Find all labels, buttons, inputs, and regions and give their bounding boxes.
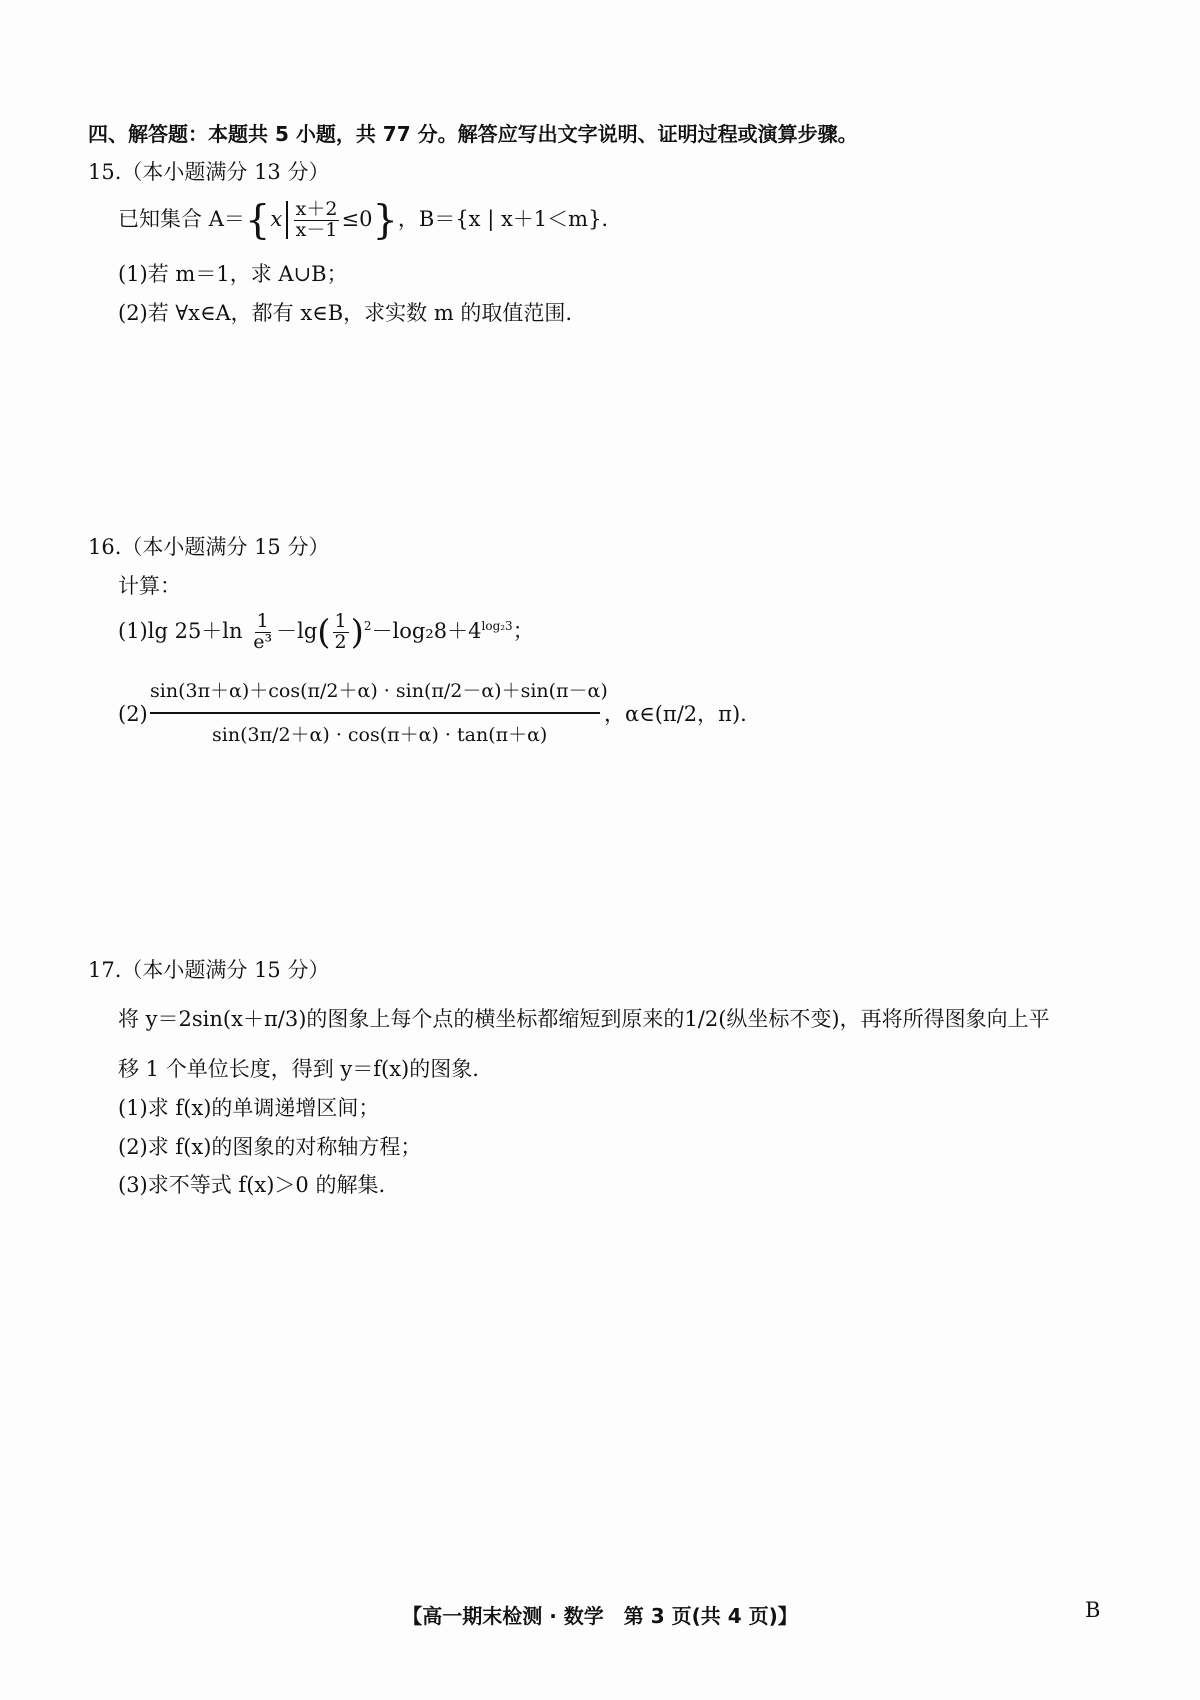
q15-fraction	[294, 200, 340, 241]
q16-part1-frac-den: e³	[253, 630, 273, 653]
q17-part1: (1)求 f(x)的单调递增区间；	[118, 1096, 380, 1120]
q15-set-b: ，B＝{x | x＋1＜m}.	[397, 206, 609, 231]
q17-title: 17.（本小题满分 15 分）	[88, 958, 330, 982]
q15-set-a-lhs: A＝	[208, 206, 245, 231]
q15-frac-den: x－1	[295, 218, 338, 241]
q16-part1-half-den: 2	[334, 630, 347, 653]
q15-stem: 已知集合 A＝{x $\frac{x+2}{x-1}$ ≤0}，B＝{x | x＋1＜m}.	[118, 197, 609, 244]
q16-part1-half	[333, 612, 349, 653]
section-header: 四、解答题：本题共 5 小题，共 77 分。解答应写出文字说明、证明过程或演算步骤。	[88, 122, 858, 146]
q17-line2: 移 1 个单位长度，得到 y＝f(x)的图象.	[118, 1057, 479, 1081]
q17-half: 1/2	[684, 1007, 719, 1031]
q16-intro: 计算：	[118, 574, 181, 598]
q17-part2: (2)求 f(x)的图象的对称轴方程；	[118, 1135, 422, 1159]
q17-line1-a: 将 y＝2sin(x＋π/3)的图象上每个点的横坐标都缩短到原来的	[118, 1007, 685, 1031]
q16-part1-frac	[251, 612, 274, 653]
q17-line1-b: (纵坐标不变)，再将所得图象向上平	[718, 1007, 1050, 1031]
q15-frac-num: x＋2	[295, 198, 338, 220]
q15-part2: (2)若 ∀x∈A，都有 x∈B，求实数 m 的取值范围.	[118, 301, 573, 325]
q17-part3: (3)求不等式 f(x)＞0 的解集.	[118, 1173, 386, 1197]
q17-line1	[118, 1007, 1050, 1032]
q16-part1-c: －log₂8＋4	[371, 618, 482, 643]
q16-part2-label: (2)	[118, 702, 148, 726]
version-mark: B	[1085, 1598, 1101, 1622]
q15-leq0: ≤0	[341, 206, 373, 231]
q16-part1-b: －lg	[276, 618, 318, 643]
q16-part2-numerator: sin(3π＋α)＋cos(π/2＋α) · sin(π/2－α)＋sin(π－α)	[150, 680, 608, 702]
q16-part2-fraction-bar	[150, 712, 600, 714]
q16-part1-half-num: 1	[334, 610, 347, 632]
q16-part2-denominator: sin(3π/2＋α) · cos(π＋α) · tan(π＋α)	[212, 724, 548, 746]
q16-part1-exp: log₂3	[481, 618, 513, 633]
q15-title: 15.（本小题满分 13 分）	[88, 160, 330, 184]
q16-part1: (1)lg 25＋ln $\frac{1}{\text{e³}}$ －lg( $\frac{1}{2}$ )$^2-\log_28+4^{log_23}$；	[118, 610, 534, 653]
q16-part1-end: ；	[512, 618, 534, 643]
q15-part1: (1)若 m＝1，求 A∪B；	[118, 262, 348, 286]
q16-part1-frac-num: 1	[256, 610, 269, 632]
q15-stem-prefix: 已知集合	[118, 206, 209, 231]
page-footer: 【高一期末检测 · 数学 第 3 页(共 4 页)】	[402, 1604, 798, 1628]
q16-part2-condition: ，α∈(π/2，π).	[604, 702, 747, 726]
q16-title: 16.（本小题满分 15 分）	[88, 535, 330, 559]
q16-part1-a: (1)lg 25＋ln	[118, 618, 250, 643]
